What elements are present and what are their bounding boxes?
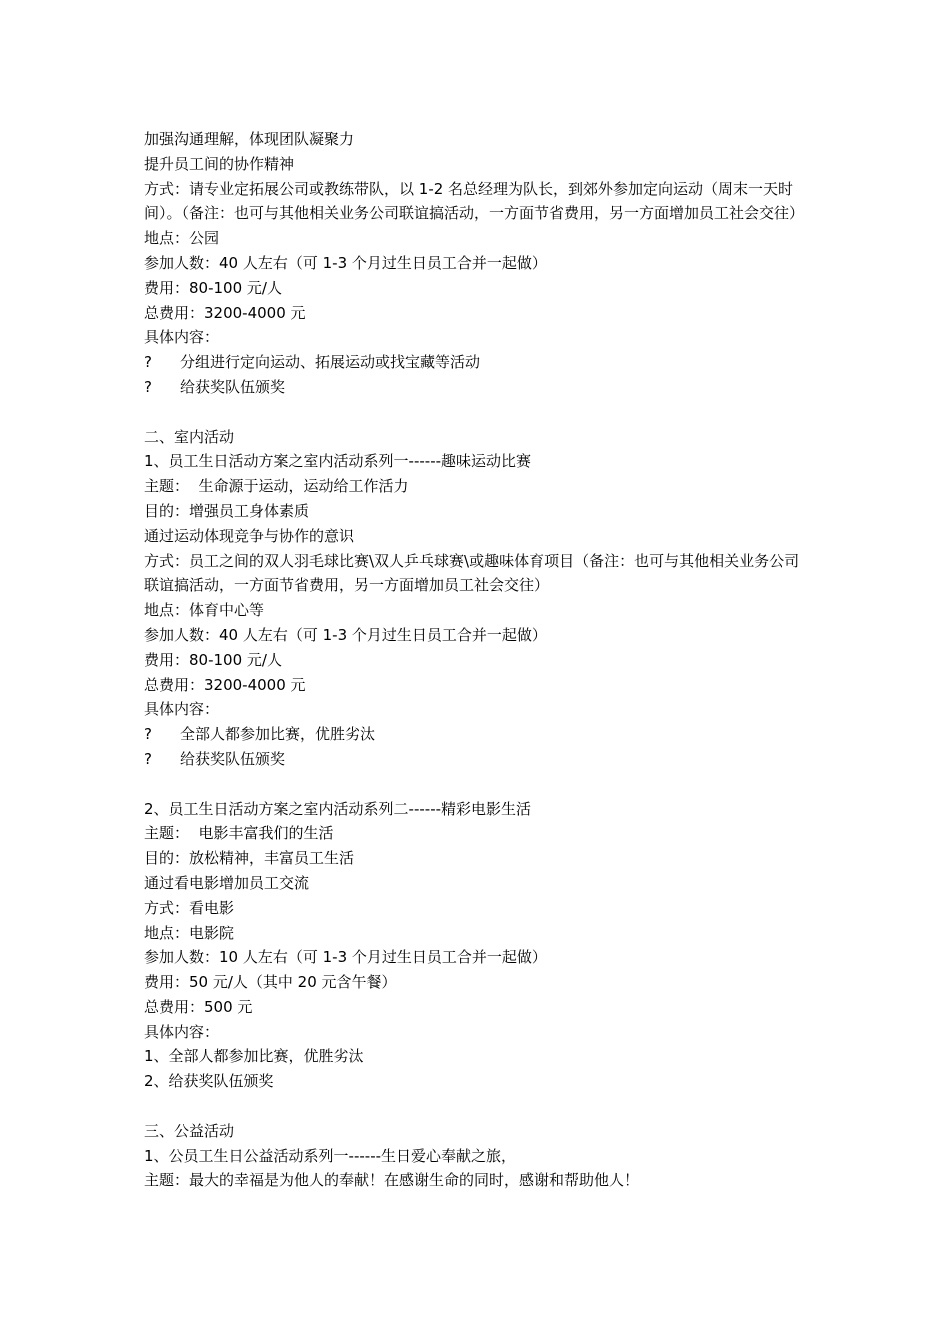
- list-item: [144, 722, 814, 747]
- section-heading: 二、室内活动: [144, 427, 235, 446]
- document-page: [144, 127, 814, 1193]
- subsection-title: 1、公员工生日公益活动系列一------生日爱心奉献之旅，: [144, 1146, 517, 1165]
- text-line: 提升员工间的协作精神: [144, 154, 295, 173]
- list-item: [144, 747, 814, 772]
- subsection-title: 1、员工生日活动方案之室内活动系列一------趣味运动比赛: [144, 452, 532, 471]
- bullet-glyph: ?: [144, 749, 152, 768]
- list-item-text: 给获奖队伍颁奖: [180, 377, 286, 396]
- theme-line: 主题： 电影丰富我们的生活: [144, 824, 334, 843]
- details-label: 具体内容：: [144, 1022, 220, 1041]
- attendees-line: 参加人数：40 人左右（可 1-3 个月过生日员工合并一起做）: [144, 625, 547, 644]
- list-item: [144, 375, 814, 400]
- list-item-text: 全部人都参加比赛，优胜劣汰: [180, 725, 376, 744]
- purpose-line: 目的：增强员工身体素质: [144, 501, 310, 520]
- bullet-glyph: ?: [144, 377, 152, 396]
- total-cost-line: 总费用：500 元: [144, 997, 253, 1016]
- method-paragraph: 方式：员工之间的双人羽毛球比赛\双人乒乓球赛\或趣味体育项目（备注：也可与其他相关业务公司联谊搞活动，一方面节省费用，另一方面增加员工社会交往）: [144, 551, 800, 595]
- section-heading: 三、公益活动: [144, 1121, 235, 1140]
- blank-line: [144, 772, 814, 797]
- subsection-title: 2、员工生日活动方案之室内活动系列二------精彩电影生活: [144, 799, 532, 818]
- total-cost-line: 总费用：3200-4000 元: [144, 303, 306, 322]
- bullet-glyph: ?: [144, 725, 152, 744]
- list-item-text: 给获奖队伍颁奖: [180, 749, 286, 768]
- method-paragraph: 方式：请专业定拓展公司或教练带队，以 1-2 名总经理为队长，到郊外参加定向运动（周末一天时间）。（备注：也可与其他相关业务公司联谊搞活动，一方面节省费用，另一方面增加员工社会交往）: [144, 179, 805, 223]
- details-label: 具体内容：: [144, 700, 220, 719]
- list-item: [144, 350, 814, 375]
- location-line: 地点：电影院: [144, 923, 235, 942]
- theme-line: 主题：最大的幸福是为他人的奉献！在感谢生命的同时，感谢和帮助他人！: [144, 1171, 640, 1190]
- purpose-line: 目的：放松精神，丰富员工生活: [144, 849, 355, 868]
- location-line: 地点：公园: [144, 229, 220, 248]
- theme-line: 主题： 生命源于运动，运动给工作活力: [144, 477, 409, 496]
- text-line: 加强沟通理解，体现团队凝聚力: [144, 130, 355, 148]
- cost-line: 费用：80-100 元/人: [144, 650, 282, 669]
- list-item: 2、给获奖队伍颁奖: [144, 1072, 274, 1091]
- blank-line: [144, 400, 814, 425]
- cost-line: 费用：80-100 元/人: [144, 278, 282, 297]
- attendees-line: 参加人数：10 人左右（可 1-3 个月过生日员工合并一起做）: [144, 948, 547, 967]
- list-item-text: 分组进行定向运动、拓展运动或找宝藏等活动: [180, 353, 481, 372]
- method-line: 方式：看电影: [144, 898, 235, 917]
- cost-line: 费用：50 元/人（其中 20 元含午餐）: [144, 973, 397, 992]
- location-line: 地点：体育中心等: [144, 601, 265, 620]
- list-item: 1、全部人都参加比赛，优胜劣汰: [144, 1047, 364, 1066]
- bullet-glyph: ?: [144, 353, 152, 372]
- attendees-line: 参加人数：40 人左右（可 1-3 个月过生日员工合并一起做）: [144, 253, 547, 272]
- blank-line: [144, 1094, 814, 1119]
- total-cost-line: 总费用：3200-4000 元: [144, 675, 306, 694]
- details-label: 具体内容：: [144, 328, 220, 347]
- text-line: 通过运动体现竞争与协作的意识: [144, 526, 355, 545]
- text-line: 通过看电影增加员工交流: [144, 873, 310, 892]
